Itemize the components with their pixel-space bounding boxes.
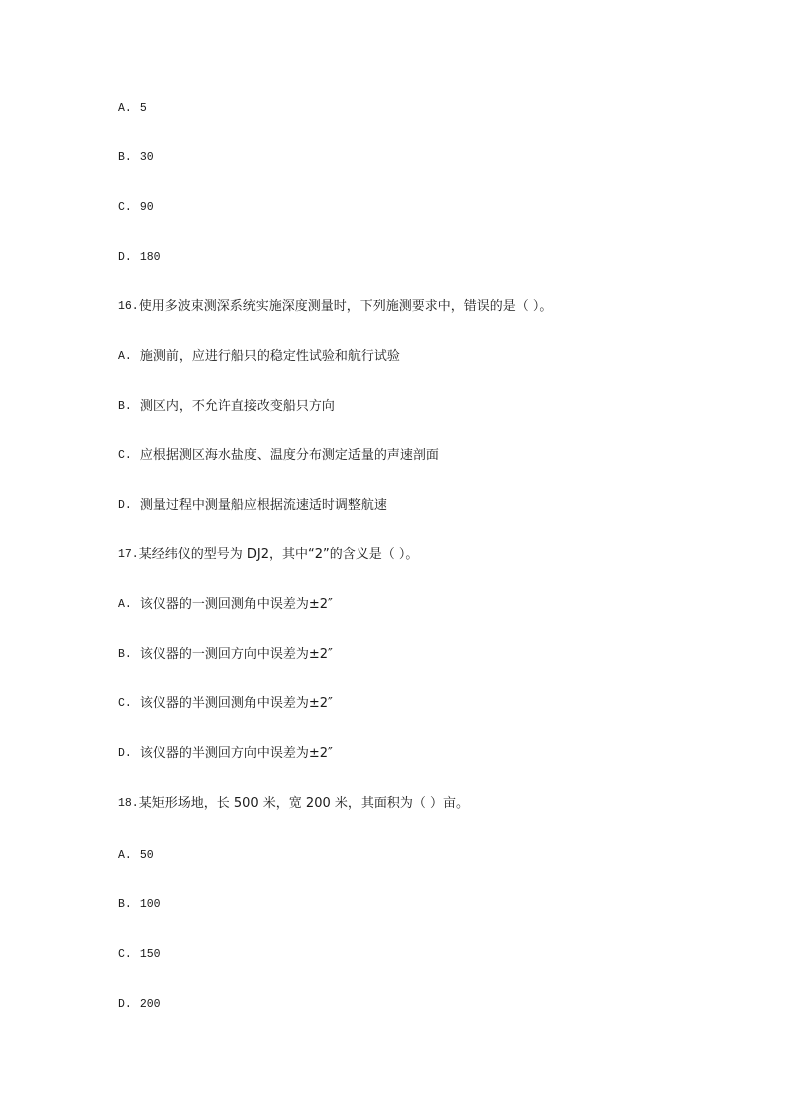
option-label: A. [118,350,132,363]
option-label: D. [118,499,132,512]
option-label: D. [118,747,132,760]
option-16-b [118,398,335,416]
option-label: D. [118,251,132,264]
option-label: D. [118,998,132,1011]
option-16-d [118,497,387,515]
option-text: 100 [139,898,161,911]
option-label: B. [118,898,132,911]
question-text: 某经纬仪的型号为 DJ2，其中“2”的含义是（ ）。 [138,547,419,562]
option-text: 该仪器的一测回方向中误差为±2″ [139,647,333,662]
option-label: B. [118,400,132,413]
question-17-stem [118,546,418,564]
option-18-b [118,896,161,914]
option-label: B. [118,648,132,661]
question-18-stem [118,795,469,813]
option-text: 施测前，应进行船只的稳定性试验和航行试验 [139,349,400,364]
option-17-c [118,695,333,713]
option-18-d [118,996,161,1014]
option-17-a [118,596,333,614]
question-number: 18. [118,797,139,810]
option-text: 测量过程中测量船应根据流速适时调整航速 [139,498,387,513]
option-text: 50 [139,849,154,862]
option-17-b [118,646,333,664]
option-text: 5 [139,102,147,115]
question-number: 16. [118,300,139,313]
option-16-c [118,447,439,465]
option-label: C. [118,948,132,961]
option-16-a [118,348,400,366]
option-17-d [118,745,333,763]
option-text: 测区内，不允许直接改变船只方向 [139,399,335,414]
option-18-c [118,946,161,964]
option-text: 应根据测区海水盐度、温度分布测定适量的声速剖面 [139,448,439,463]
option-18-a [118,847,154,865]
option-label: A. [118,598,132,611]
option-text: 200 [139,998,161,1011]
option-text: 180 [139,251,161,264]
option-label: C. [118,449,132,462]
option-15-c [118,199,154,217]
option-label: C. [118,201,132,214]
option-text: 该仪器的半测回方向中误差为±2″ [139,746,333,761]
option-15-b [118,149,154,167]
option-15-d [118,249,161,267]
question-text: 使用多波束测深系统实施深度测量时，下列施测要求中，错误的是（ ）。 [138,299,553,314]
option-text: 30 [139,151,154,164]
option-text: 150 [139,948,161,961]
option-label: A. [118,102,132,115]
option-text: 90 [139,201,154,214]
option-label: C. [118,697,132,710]
question-text: 某矩形场地，长 500 米，宽 200 米，其面积为（ ）亩。 [138,796,470,811]
option-label: B. [118,151,132,164]
option-text: 该仪器的半测回测角中误差为±2″ [139,696,333,711]
option-text: 该仪器的一测回测角中误差为±2″ [139,597,333,612]
option-15-a [118,100,147,118]
option-label: A. [118,849,132,862]
question-number: 17. [118,548,139,561]
question-16-stem [118,298,552,316]
